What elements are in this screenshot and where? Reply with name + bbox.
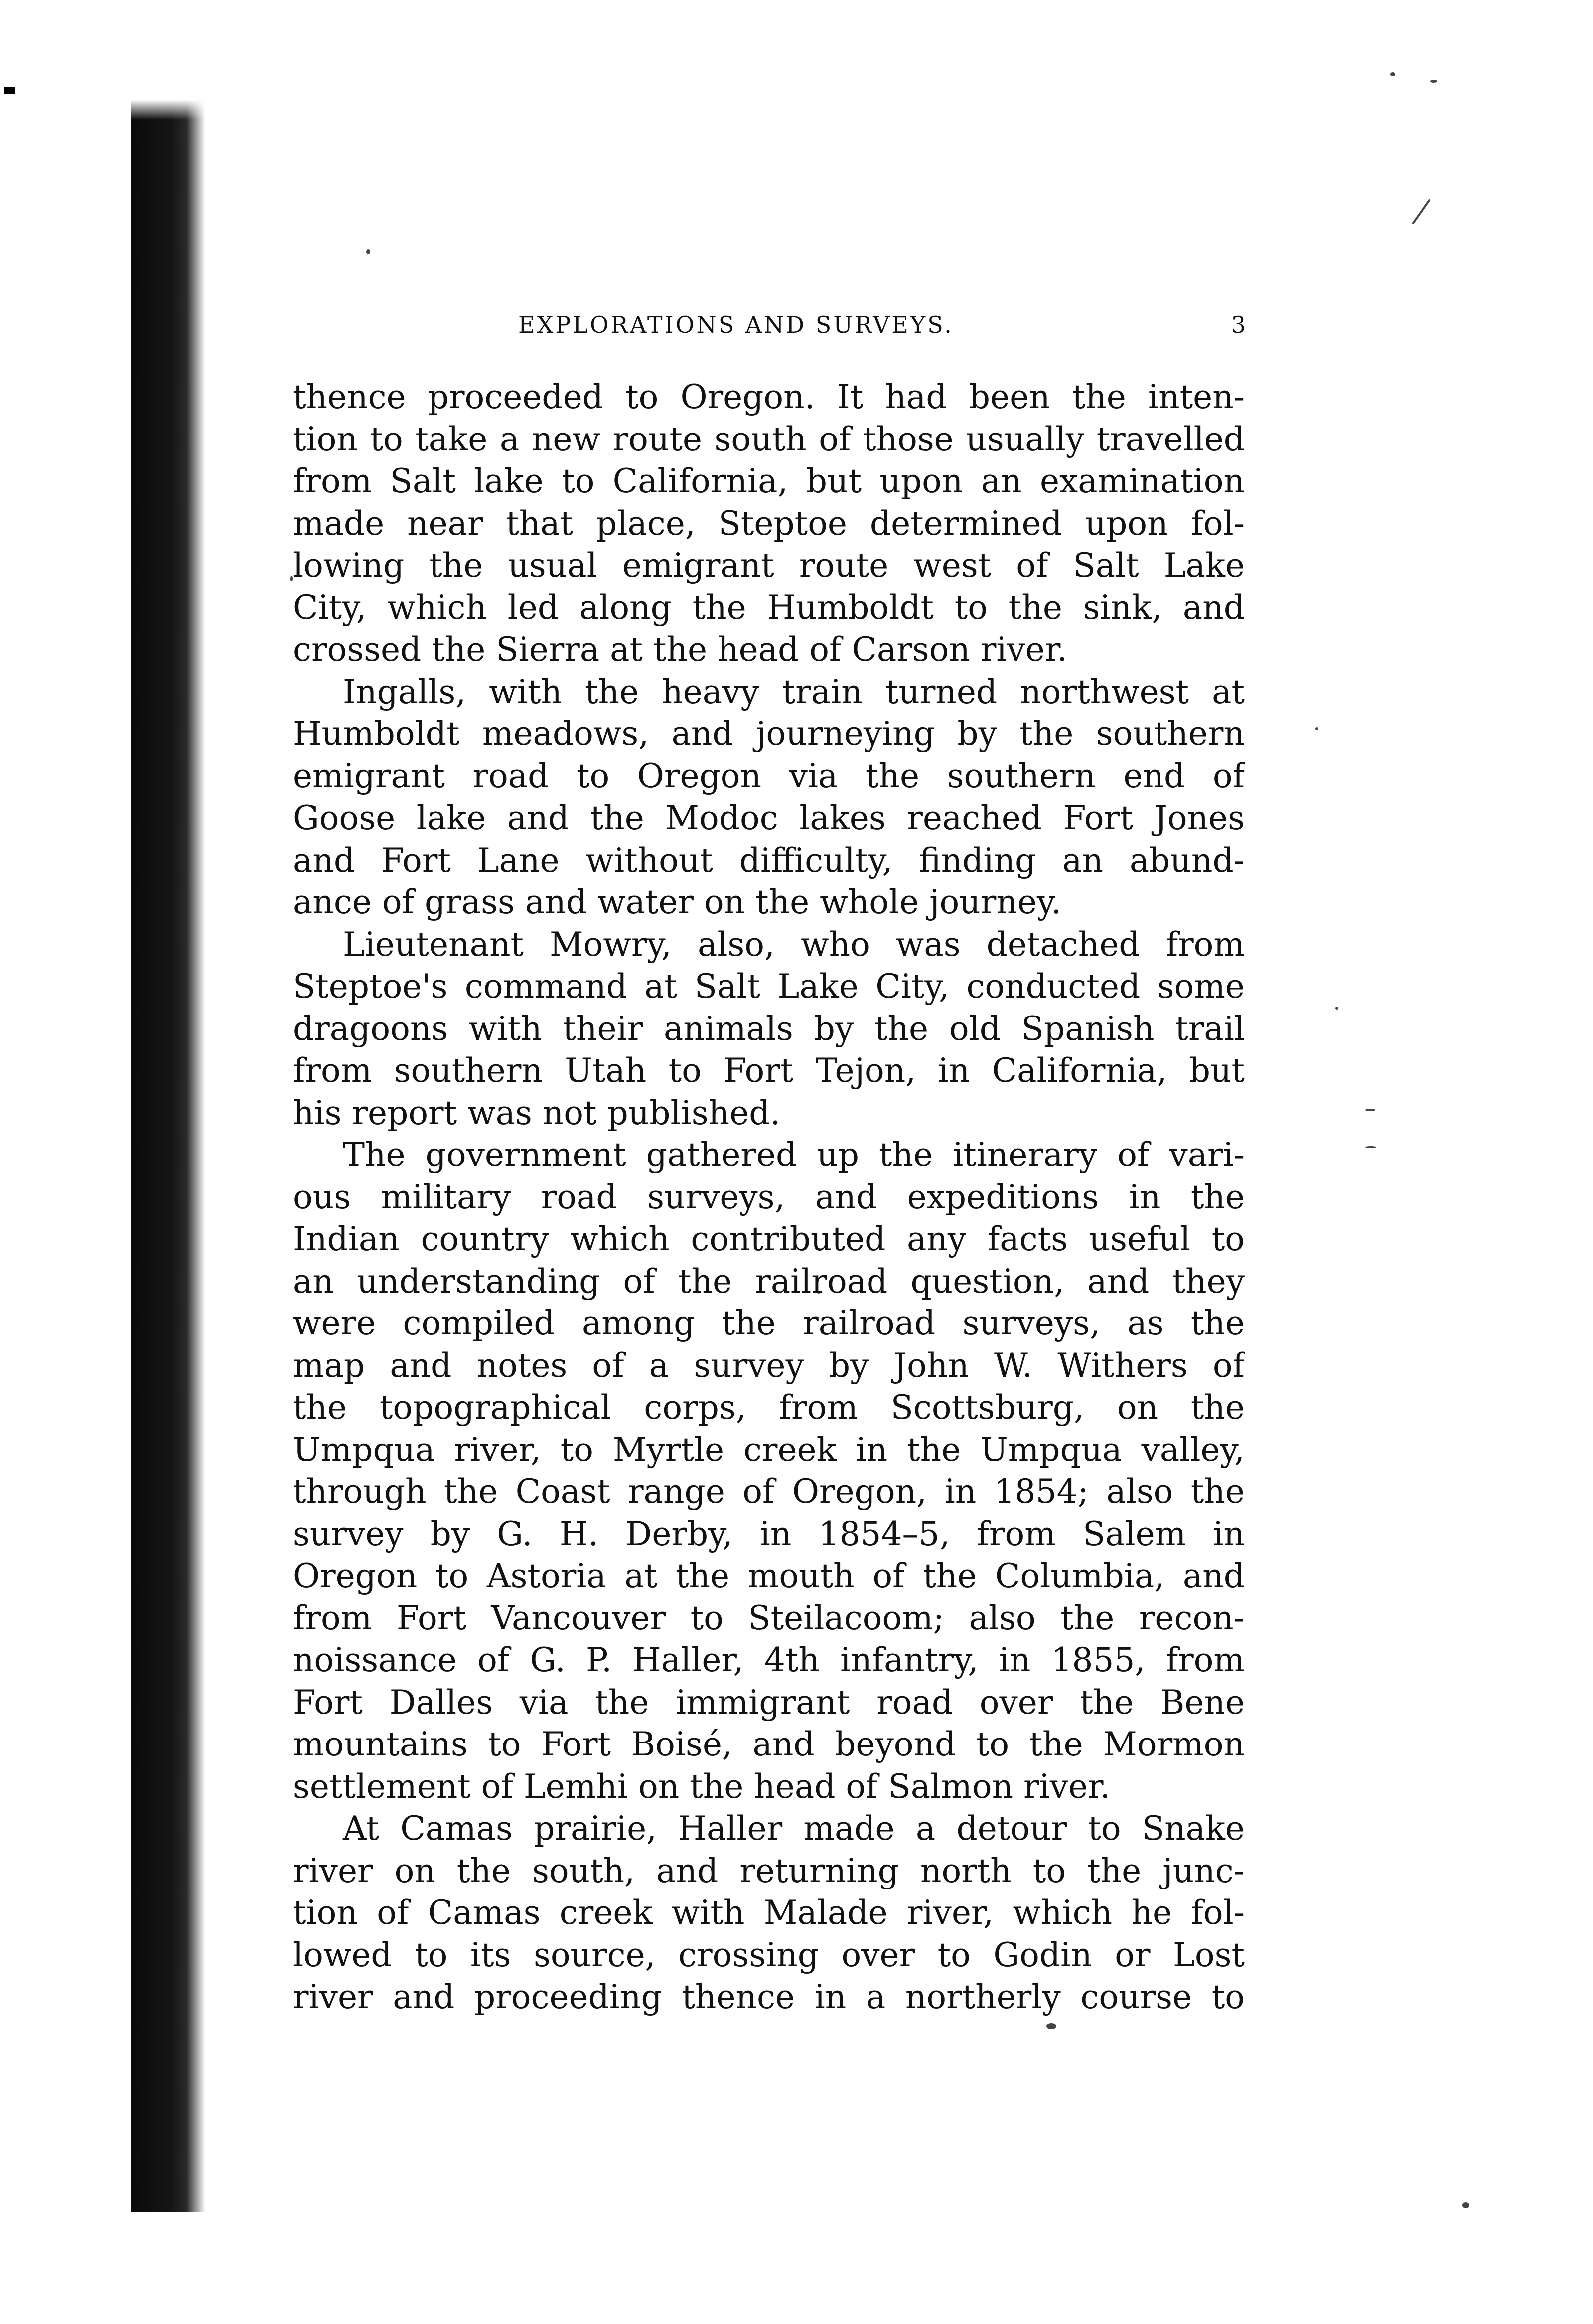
text-line: crossed the Sierra at the head of Carson river. [293,630,1068,669]
paragraph-first-line: At Camas prairie, Haller made a detour to Snake [343,1809,1245,1848]
page-binding-shadow [131,100,205,2212]
text-line: ance of grass and water on the whole journey. [293,883,1062,921]
text-line: river and proceeding thence in a northerly course to [293,1978,1245,2016]
scan-speck [1365,1146,1376,1148]
text-line: tion of Camas creek with Malade river, which he fol- [293,1893,1245,1932]
running-title: EXPLORATIONS AND SURVEYS. [518,311,954,338]
page-number: 3 [1231,311,1246,338]
text-line: dragoons with their animals by the old Spanish trail [293,1009,1245,1048]
text-line: map and notes of a survey by John W. Withers of [293,1346,1245,1385]
body-text [293,376,1245,2019]
text-line: through the Coast range of Oregon, in 1854; also the [293,1472,1245,1511]
text-line: thence proceeded to Oregon. It had been the inten- [293,378,1245,416]
paragraph-first-line: The government gathered up the itinerary of vari- [343,1136,1245,1174]
scan-corner-mark [4,87,15,94]
page-header [518,311,1246,351]
text-line: Umpqua river, to Myrtle creek in the Umpqua valley, [293,1430,1245,1469]
text-line: from southern Utah to Fort Tejon, in California, but [293,1051,1245,1090]
text-line: his report was not published. [293,1093,781,1132]
text-line: Indian country which contributed any facts useful to [293,1220,1245,1258]
text-line: lowed to its source, crossing over to Godin or Lost [293,1935,1245,1974]
text-line: ous military road surveys, and expeditions in the [293,1177,1245,1216]
text-line: noissance of G. P. Haller, 4th infantry, in 1855, from [293,1641,1245,1679]
text-line: the topographical corps, from Scottsburg, on the [293,1388,1245,1427]
text-line: mountains to Fort Boisé, and beyond to the Mormon [293,1725,1245,1763]
text-line: Oregon to Astoria at the mouth of the Columbia, and [293,1557,1245,1595]
text-line: tion to take a new route south of those usually travelled [293,420,1245,458]
scan-speck [366,249,370,254]
text-line: Goose lake and the Modoc lakes reached Fort Jones [293,799,1245,837]
text-line: river on the south, and returning north to the junc- [293,1851,1245,1890]
scan-speck [1462,2202,1469,2208]
text-line: from Salt lake to California, but upon an examination [293,462,1245,500]
text-line: an understanding of the railroad question, and they [293,1262,1245,1301]
paragraph-first-line: Lieutenant Mowry, also, who was detached from [343,925,1245,964]
scan-speck [1335,1007,1338,1010]
scan-speck [1430,80,1437,83]
text-line: emigrant road to Oregon via the southern end of [293,756,1245,795]
scan-speck [1315,727,1318,730]
text-line: from Fort Vancouver to Steilacoom; also the recon- [293,1598,1245,1637]
text-line: survey by G. H. Derby, in 1854–5, from Salem in [293,1514,1245,1553]
text-line: and Fort Lane without difficulty, finding an abund- [293,841,1245,879]
paragraph-first-line: Ingalls, with the heavy train turned northwest at [343,672,1245,711]
text-line: were compiled among the railroad surveys, as the [293,1304,1245,1342]
scan-speck [1365,1109,1375,1111]
text-line: made near that place, Steptoe determined upon fol- [293,504,1245,543]
text-line: Fort Dalles via the immigrant road over the Bene [293,1683,1245,1722]
scan-speck [1390,72,1395,76]
text-line: lowing the usual emigrant route west of Salt Lake [293,546,1245,584]
scan-speck [1412,199,1431,224]
scan-speck [1046,2023,1056,2029]
text-line: Humboldt meadows, and journeying by the southern [293,715,1245,753]
text-line: settlement of Lemhi on the head of Salmon river. [293,1767,1111,1806]
text-line: City, which led along the Humboldt to the sink, and [293,588,1245,627]
text-line: Steptoe's command at Salt Lake City, conducted some [293,967,1245,1006]
binding-fade [131,100,205,120]
